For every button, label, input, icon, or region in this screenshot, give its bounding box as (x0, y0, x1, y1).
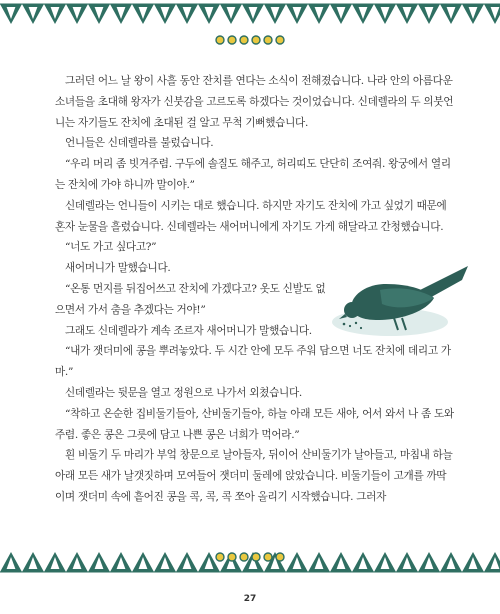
paragraph: 새어머니가 말했습니다. (65, 262, 171, 275)
paragraph: 흰 비둘기 두 마리가 부엌 창문으로 날아들자, 뒤이어 산비둘기가 날아들고, 마침내 하늘 아래 모든 새가 날갯짓하며 모여들어 잿더미 둘레에 앉았습니다. 비둘기들이 고개를 까딱이며 잿더미 속에 흩어진 콩을 콕, 콕, 콕 쪼아 올리기 시작했습니다. 그러자 (55, 449, 453, 503)
ornament-dot (240, 553, 248, 561)
ornament-dot (264, 553, 272, 561)
bird-head (344, 302, 360, 318)
paragraph: 신데렐라는 뒷문을 열고 정원으로 나가서 외쳤습니다. (65, 386, 302, 399)
paragraph: 언니들은 신데렐라를 불렀습니다. (65, 137, 214, 150)
ornament-dot (264, 36, 272, 44)
ornament-dot (216, 553, 224, 561)
paragraph: “내가 잿더미에 콩을 뿌려놓았다. 두 시간 안에 모두 주워 담으면 너도 잔치에 데리고 가마.” (55, 345, 451, 379)
paragraph: “온통 먼지를 뒤집어쓰고 잔치에 가겠다고? 옷도 신발도 없으면서 가서 춤을 추겠다는 거야!” (55, 282, 326, 316)
top-dot-ornament (0, 33, 500, 47)
bottom-dot-ornament (0, 550, 500, 564)
paragraph: “우리 머리 좀 빗겨주렴. 구두에 솔질도 해주고, 허리띠도 단단히 조여줘. 왕궁에서 열리는 잔치에 가야 하니까 말이야.” (55, 158, 451, 191)
ornament-dot (216, 36, 224, 44)
top-zigzag-border (0, 0, 500, 30)
ornament-dot (276, 36, 284, 44)
ornament-dot (276, 553, 284, 561)
ornament-dot (228, 553, 236, 561)
ornament-dot (228, 36, 236, 44)
page-number: 27 (243, 594, 257, 604)
ornament-dot (252, 553, 260, 561)
paragraph: 신데렐라는 언니들이 시키는 대로 했습니다. 하지만 자기도 잔치에 가고 싶었기 때문에 혼자 눈물을 흘렸습니다. 신데렐라는 새어머니에게 자기도 가게 해달라고 간청했습니다. (55, 199, 447, 233)
ornament-dot (252, 36, 260, 44)
paragraph: 그러던 어느 날 왕이 사흘 동안 잔치를 연다는 소식이 전해졌습니다. 나라 안의 아름다운 소녀들을 초대해 왕자가 신붓감을 고르도록 하겠다는 것이었습니다. 신데렐라의 두 의붓언니는 자기들도 잔치에 초대된 걸 알고 무척 기뻐했습니다. (55, 75, 454, 129)
paragraph: 그래도 신데렐라가 계속 조르자 새어머니가 말했습니다. (65, 324, 312, 337)
paragraph: “너도 가고 싶다고?” (65, 241, 157, 254)
pigeon-illustration (330, 262, 470, 342)
paragraph: “착하고 온순한 집비둘기들아, 산비둘기들아, 하늘 아래 모든 새야, 어서 와서 나 좀 도와주렴. 좋은 콩은 그릇에 담고 나쁜 콩은 너희가 먹어라.” (55, 407, 454, 441)
ornament-dot (240, 36, 248, 44)
